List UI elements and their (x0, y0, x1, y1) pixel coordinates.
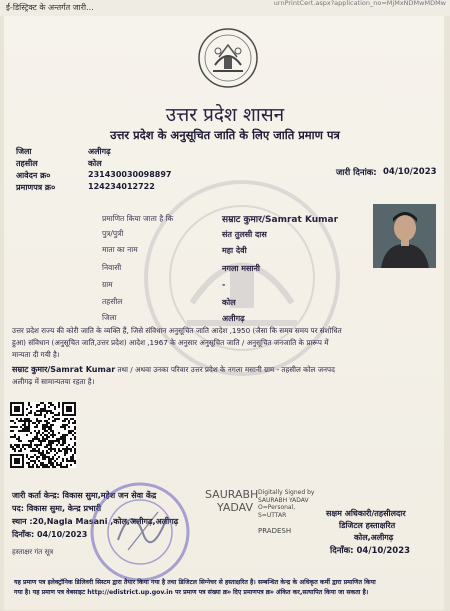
sign-detail-3: S=UTTAR (258, 511, 287, 519)
district-value: अलीगढ़ (88, 147, 111, 156)
resident-label: निवासी (102, 263, 122, 272)
resident-value: नगला मसानी (222, 264, 261, 273)
village-label: ग्राम (102, 280, 113, 289)
signature-note: हस्ताक्षर गंत सूत्र (12, 548, 54, 556)
father-label: पुत्र/पुत्री (102, 229, 124, 238)
tehsil-label: तहसील (16, 159, 38, 168)
authority-title: सक्षम अधिकारी/तहसीलदार (326, 509, 406, 518)
official-seal-icon (88, 480, 192, 584)
tehsil2-label: तहसील (102, 297, 123, 306)
sign-detail-2: O=Personal, (258, 504, 296, 511)
sign-detail-4: PRADESH (258, 527, 292, 535)
sign-detail-1: SAURABH YADAV (258, 496, 309, 504)
footer-line-2: गया है। यह प्रमाण पत्र वेबसाइट http://edistrict.up.gov.in पर प्रमाण पत्र संख्या क्र० दिए प्रमाणपत्र क्र० अंकित कर,सत्यापित किया जा सकता है। (14, 589, 369, 596)
certified-label: प्रमाणित किया जाता है कि (102, 214, 174, 223)
application-no-value: 231430030098897 (88, 170, 172, 179)
issue-date-label: जारी दिनांक: (336, 168, 377, 178)
tehsil-value: कोल (88, 159, 102, 168)
body-residence-text: तथा / अथवा उनका परिवार उत्तर प्रदेश के नगला मसानी ग्राम - तहसील कोल जनपद (115, 365, 335, 374)
print-header-text: ई-डिस्ट्रिक्ट के अन्तर्गत जारी... (6, 3, 94, 12)
mother-name: महा देवी (222, 246, 247, 255)
certificate-subtitle: उत्तर प्रदेश के अनुसूचित जाति के लिए जाति प्रमाण पत्र (110, 128, 340, 142)
person-name: सम्राट कुमार/Samrat Kumar (222, 215, 339, 225)
authority-date: दिनाँक: 04/10/2023 (330, 546, 411, 556)
application-no-label: आवेदन क्र० (16, 171, 51, 180)
body-line-5: अलीगढ़ में सामान्यतया रहता है। (12, 377, 95, 386)
body-person-name: सम्राट कुमार/Samrat Kumar (12, 365, 116, 374)
authority-location: कोल,अलीगढ़ (354, 533, 394, 542)
footer-line-1: यह प्रमाण पत्र इलेक्ट्रॉनिक डिलिवरी सिस्टम द्वारा तैयार किया गया है तथा डिजिटल सिग्नेचर से हस्ताक्षरित है। सम्बन्धित केन्द्र के अधिकृत कर्मी द्वारा प्रमाणित किया (14, 579, 376, 586)
district2-label: जिला (102, 313, 117, 322)
issue-date-value: 04/10/2023 (383, 167, 437, 177)
print-header-url: urnPrintCert.aspx?application_no=MjMxNDMwMDMw (273, 0, 446, 7)
district-label: जिला (16, 147, 32, 156)
digital-sign-details (258, 489, 314, 519)
certificate-no-label: प्रमाणपत्र क्र० (16, 183, 56, 192)
certificate-title: उत्तर प्रदेश शासन (165, 104, 285, 126)
body-line-1: उत्तर प्रदेश राज्य की कोरी जाति के व्यक्ति हैं, जिसे संविधान अनुसूचित जाति आदेश ,1950 (जैसा कि समय समय पर संशोधित (12, 326, 342, 335)
body-residence-line (12, 364, 335, 376)
browser-print-header (0, 0, 450, 16)
tehsil2-value: कोल (222, 298, 236, 307)
body-line-3: मान्यता दी गयी है। (12, 350, 60, 359)
sign-detail-0: Digitally Signed by (258, 489, 315, 496)
signer-name-line2: YADAV (217, 501, 254, 514)
issuing-center: जारी कर्ता केन्द्र: विकास सुमा,महेश जन सेवा केंद्र (12, 491, 157, 500)
district2-value: अलीगढ़ (222, 314, 245, 323)
digital-signer-name (205, 488, 258, 514)
authority-digital: डिजिटल हस्ताक्षरित (339, 521, 396, 530)
issuer-designation: पद: विकास सुमा, केन्द्र प्रभारी (12, 504, 102, 513)
up-emblem-icon (197, 27, 259, 89)
qr-code (10, 402, 76, 468)
certificate-no-value: 124234012722 (88, 182, 155, 191)
mother-label: माता का नाम (102, 245, 138, 254)
signer-name-line1: SAURABH (205, 488, 259, 501)
village-value: - (222, 280, 226, 289)
issuer-date: दिनाँक: 04/10/2023 (12, 530, 88, 539)
father-name: संत तुलसी दास (222, 230, 267, 239)
issuer-location: स्थान :20,Nagla Masani ,कोल,अलीगढ़,अलीगढ़ (12, 517, 179, 526)
body-line-2: हुआ) संविधान (अनुसूचित जाति,उत्तर प्रदेश) आदेश ,1967 के अनुसार अनुसूचित जाति / अनुसूचित जनजाति के प्रारूप में (12, 338, 329, 347)
applicant-photo (373, 204, 436, 268)
